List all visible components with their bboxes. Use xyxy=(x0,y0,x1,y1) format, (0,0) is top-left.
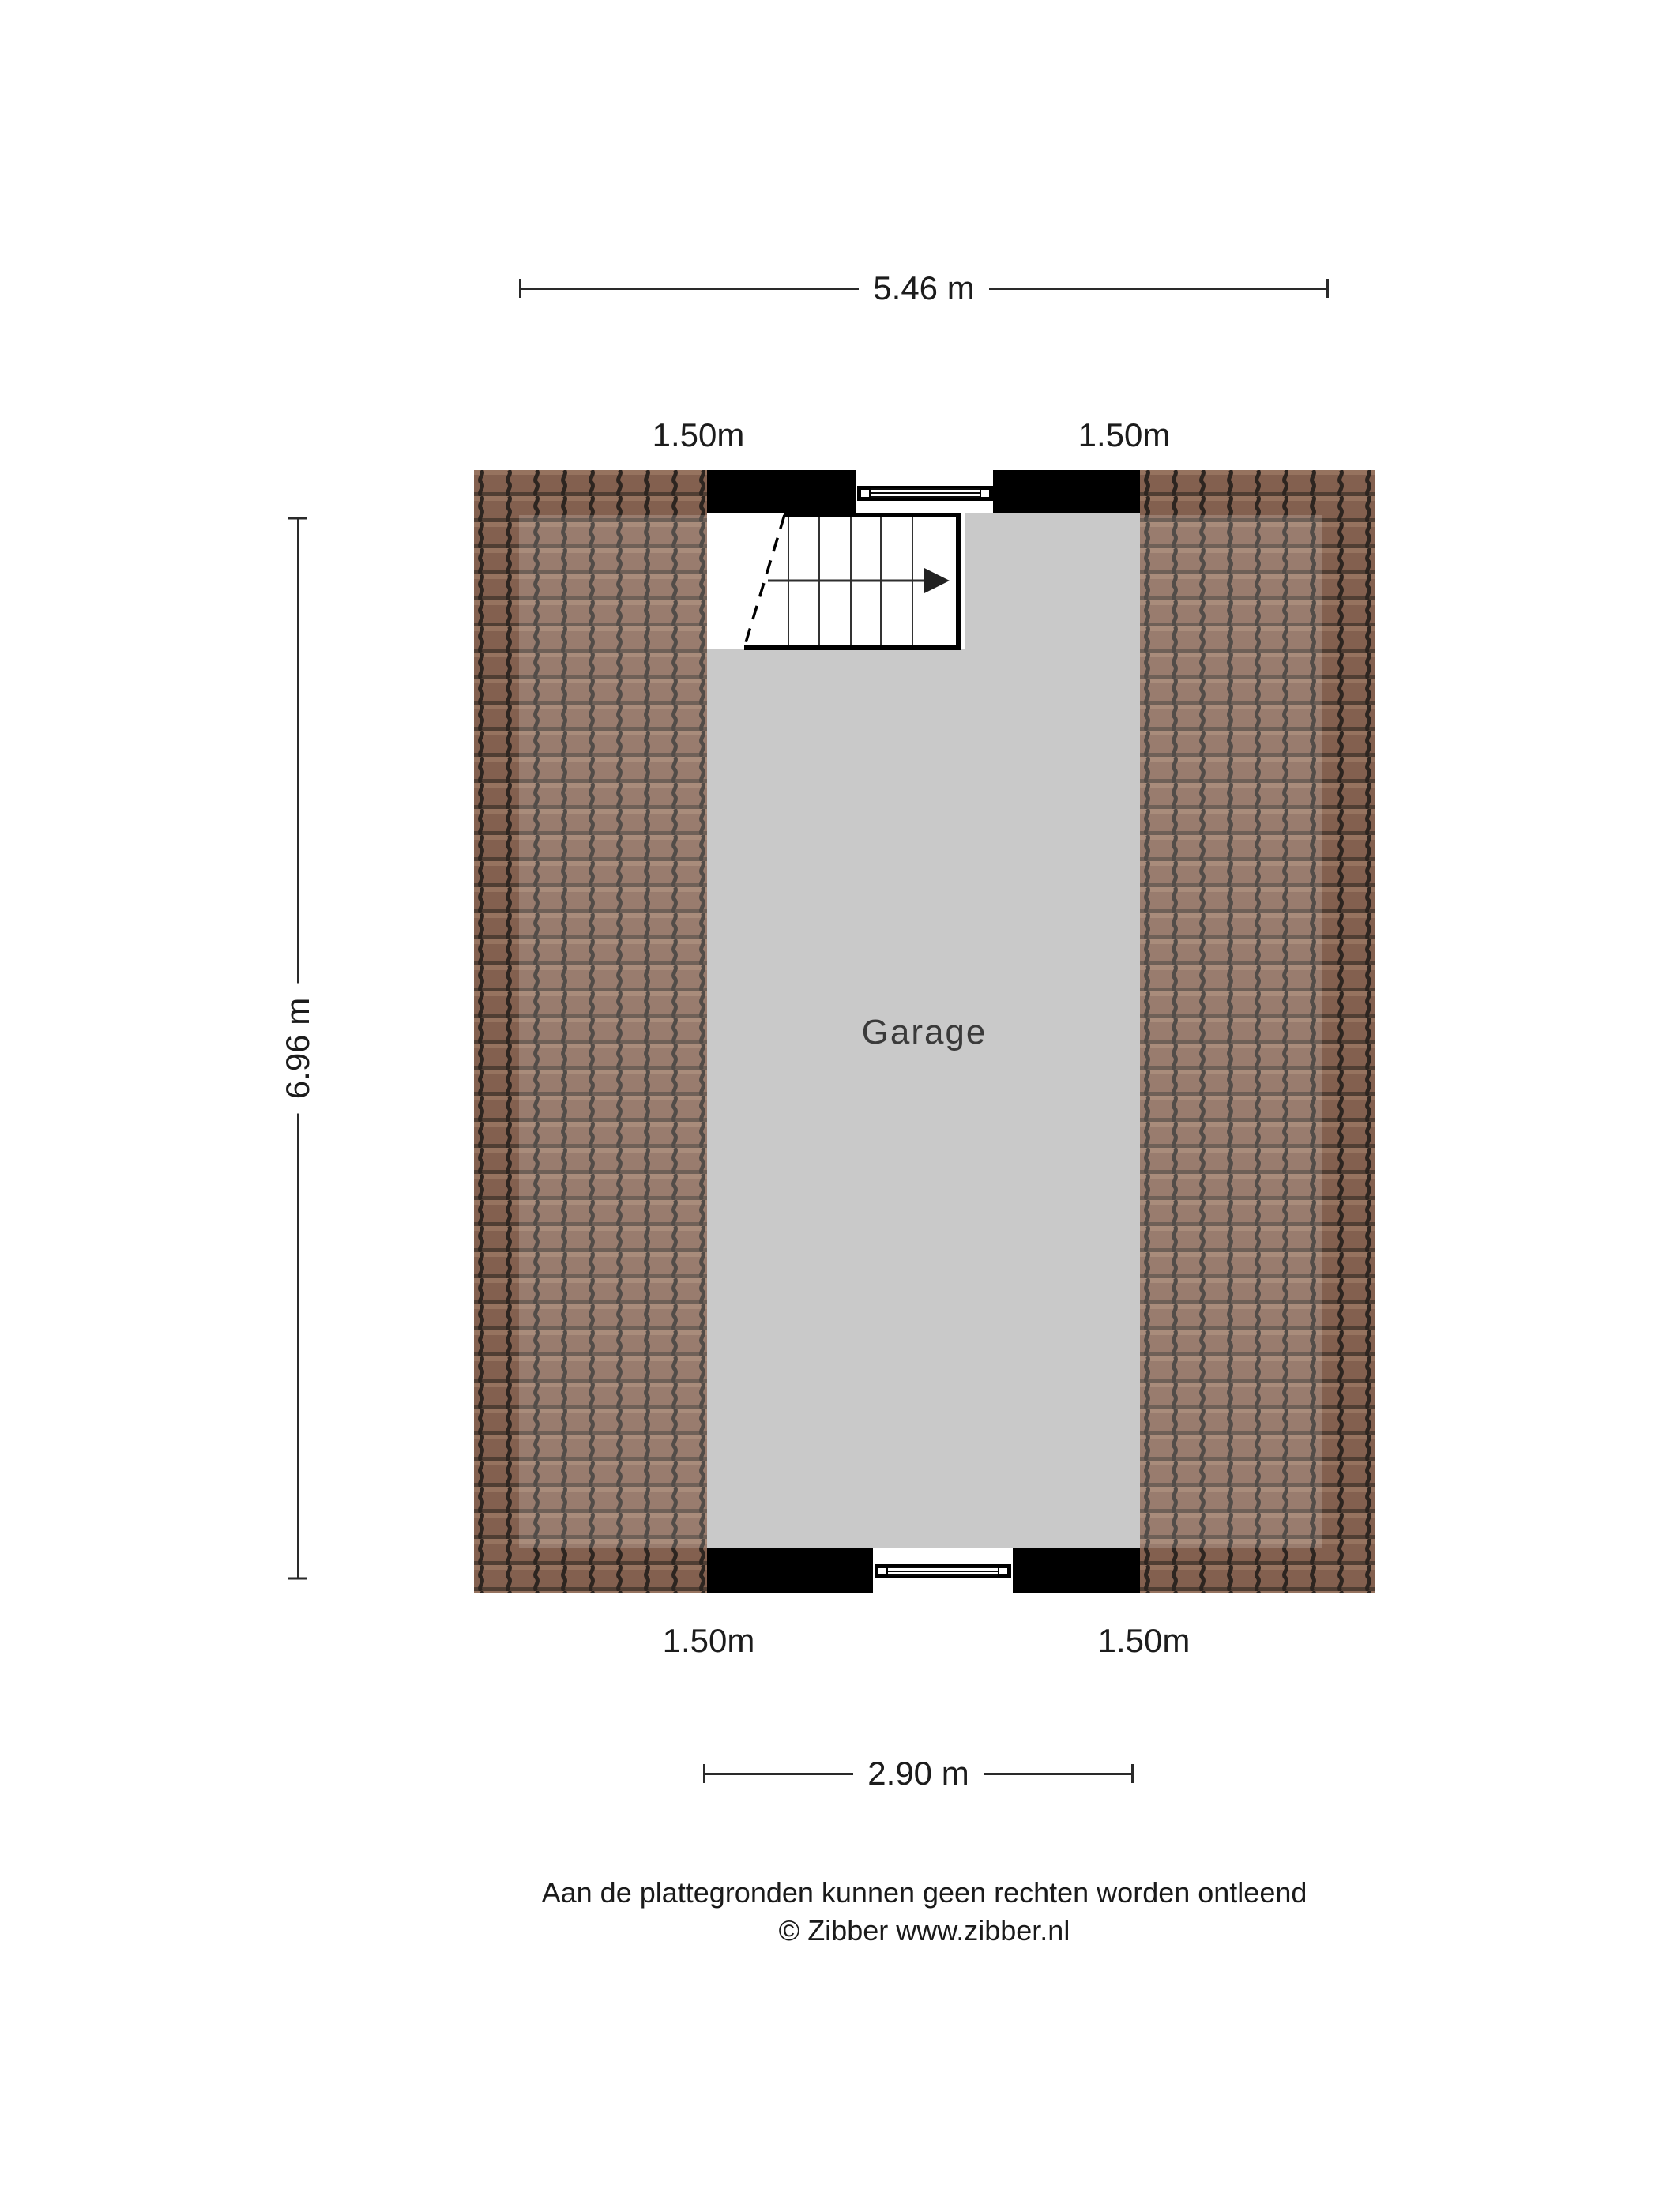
knee-label-top-right: 1.50m xyxy=(1078,416,1171,453)
floorplan-canvas xyxy=(474,470,1375,1593)
window-frame-post xyxy=(860,488,871,498)
dimension-top-width-label: 5.46 m xyxy=(859,269,988,307)
roof-left-tiles xyxy=(474,470,707,1593)
dimension-tick xyxy=(1326,279,1329,298)
footer xyxy=(542,1874,1307,1950)
roof-left xyxy=(474,470,707,1593)
dimension-line xyxy=(297,520,299,984)
dimension-line xyxy=(984,1773,1131,1775)
dimension-line xyxy=(521,288,859,290)
dimension-tick xyxy=(288,517,307,520)
wall-bottom-right xyxy=(1013,1548,1140,1593)
window-bottom xyxy=(875,1564,1011,1578)
window-glazing xyxy=(871,488,980,498)
wall-top-left xyxy=(707,470,856,514)
footer-copyright: © Zibber www.zibber.nl xyxy=(778,1914,1070,1947)
dimension-line xyxy=(705,1773,853,1775)
knee-label-bottom-left: 1.50m xyxy=(662,1622,755,1659)
footer-disclaimer: Aan de plattegronden kunnen geen rechten worden ontleend xyxy=(541,1876,1307,1909)
dimension-tick xyxy=(1131,1764,1134,1783)
roof-right xyxy=(1140,470,1375,1593)
dimension-line xyxy=(989,288,1326,290)
dimension-left-height-label: 6.96 m xyxy=(279,984,317,1113)
window-frame-post xyxy=(980,488,991,498)
knee-label-top-left: 1.50m xyxy=(652,416,745,453)
dimension-tick xyxy=(288,1578,307,1580)
window-top xyxy=(857,486,993,501)
staircase xyxy=(743,512,962,651)
wall-bottom-left xyxy=(707,1548,873,1593)
wall-top-right xyxy=(993,470,1140,514)
dimension-bottom-width xyxy=(703,1755,1134,1793)
window-glazing xyxy=(888,1567,998,1576)
dimension-line xyxy=(297,1113,299,1577)
window-frame-post xyxy=(998,1567,1009,1576)
room-label: Garage xyxy=(861,1013,988,1051)
dimension-bottom-width-label: 2.90 m xyxy=(853,1755,983,1793)
dimension-left-height xyxy=(279,517,317,1580)
knee-label-bottom-right: 1.50m xyxy=(1097,1622,1191,1659)
dimension-top-width xyxy=(519,269,1329,307)
roof-right-tiles xyxy=(1140,470,1375,1593)
window-frame-post xyxy=(877,1567,888,1576)
